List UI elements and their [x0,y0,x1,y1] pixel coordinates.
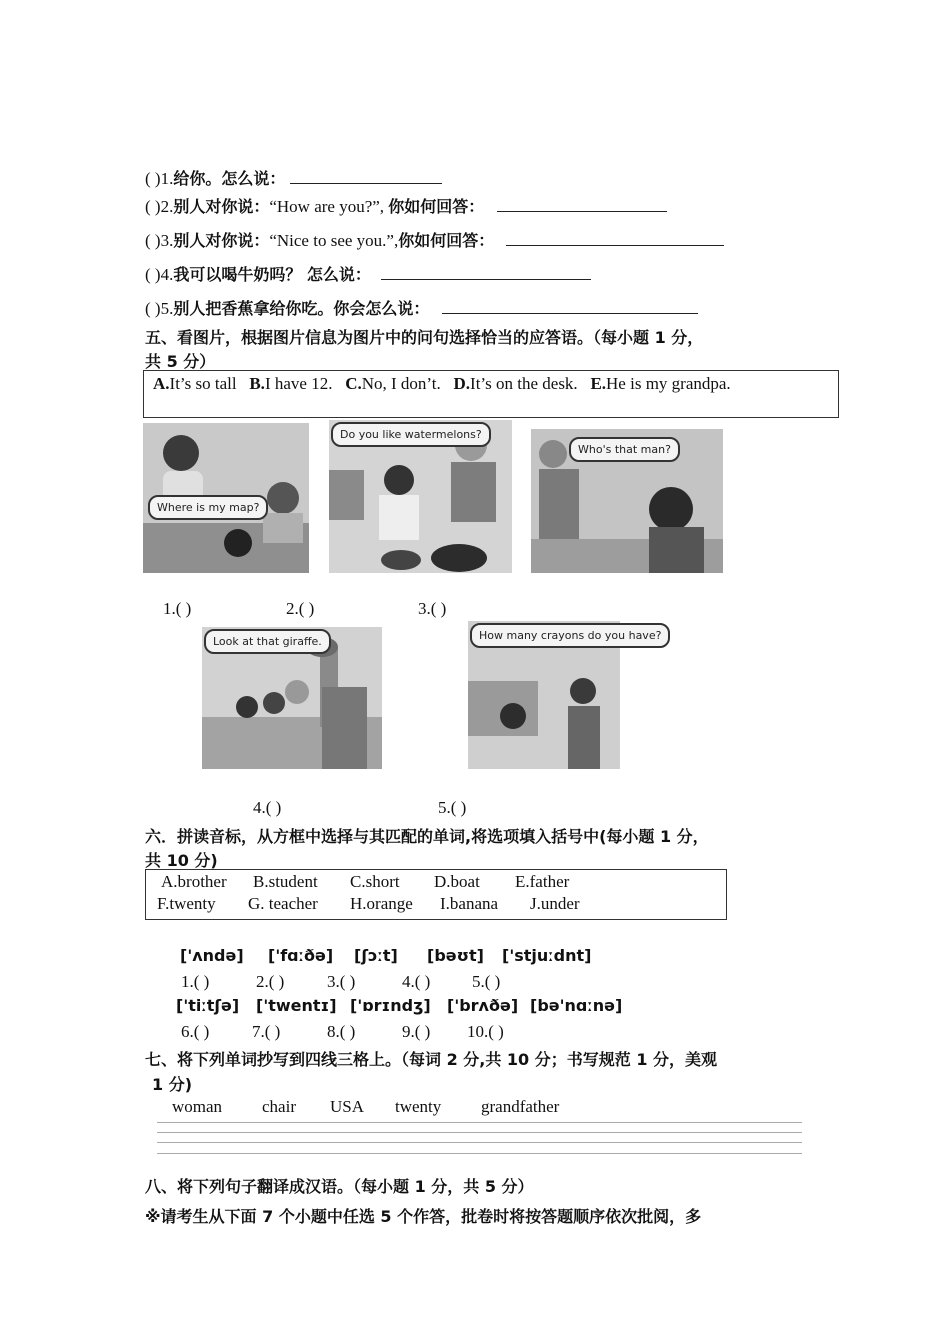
copy-word: twenty [395,1097,442,1116]
handwriting-line [157,1132,802,1133]
phonetic: ['stjuːdnt] [502,946,592,965]
handwriting-line [157,1142,802,1143]
speech-bubble: Do you like watermelons? [331,422,491,447]
phonetic: [ʃɔːt] [354,946,398,965]
word-box: A.brother B.student C.short D.boat E.father F.twenty G. teacher H.orange I.banana J.under [145,869,727,920]
answer-paren[interactable]: ( ) [145,169,161,188]
answer-paren[interactable]: ( ) [145,197,161,216]
picture-4-answer[interactable]: 4.( ) [253,798,282,817]
copy-word: woman [172,1097,223,1116]
phonetic: ['ʌndə] [180,946,244,965]
answer-paren[interactable]: ( ) [145,299,161,318]
speech-bubble: Who's that man? [569,437,680,462]
section8-title: 八、将下列句子翻译成汉语。（每小题 1 分，共 5 分） [145,1177,534,1196]
section7-title-cont: 1 分) [152,1075,193,1094]
phonetic: ['tiːtʃə] [176,996,240,1015]
answer-paren[interactable]: 9.( ) [402,1022,431,1041]
answer-blank[interactable] [497,197,667,212]
speech-bubble: Where is my map? [148,495,268,520]
picture-2 [329,420,512,573]
question-2: ( )2.别人对你说：“How are you?”, 你如何回答： [145,194,667,217]
phonetic: ['fɑːðə] [268,946,334,965]
answer-paren[interactable]: 5.( ) [472,972,501,991]
section5-title: 五、看图片，根据图片信息为图片中的问句选择恰当的应答语。（每小题 1 分， [145,328,704,347]
phonetic: [bə'nɑːnə] [530,996,623,1015]
section6-title: 六．拼读音标，从方框中选择与其匹配的单词,将选项填入括号中(每小题 1 分， [145,827,709,846]
section7-title: 七、将下列单词抄写到四线三格上。（每词 2 分,共 10 分；书写规范 1 分，美观 [145,1050,718,1069]
answer-blank[interactable] [290,169,442,184]
question-3: ( )3.别人对你说：“Nice to see you.”,你如何回答： [145,228,724,251]
answer-paren[interactable]: 10.( ) [467,1022,504,1041]
answer-paren[interactable]: 8.( ) [327,1022,356,1041]
picture-2-answer[interactable]: 2.( ) [286,599,315,618]
copy-word: chair [262,1097,296,1116]
question-4: ( )4.我可以喝牛奶吗？ 怎么说： [145,262,591,285]
answer-paren[interactable]: ( ) [145,265,161,284]
section8-note: ※请考生从下面 7 个小题中任选 5 个作答，批卷时将按答题顺序依次批阅，多 [145,1207,702,1226]
copy-word: grandfather [481,1097,560,1116]
answer-paren[interactable]: 4.( ) [402,972,431,991]
phonetic: [bəʊt] [427,946,484,965]
picture-5-answer[interactable]: 5.( ) [438,798,467,817]
picture-5 [468,621,662,769]
answer-blank[interactable] [381,265,591,280]
answer-paren[interactable]: ( ) [145,231,161,250]
picture-3 [531,429,723,573]
answer-paren[interactable]: 3.( ) [327,972,356,991]
picture-3-answer[interactable]: 3.( ) [418,599,447,618]
options-box [143,370,839,418]
handwriting-line [157,1153,802,1154]
question-1: ( )1.给你。怎么说： [145,166,442,189]
phonetic: ['twentɪ] [256,996,337,1015]
answer-paren[interactable]: 1.( ) [181,972,210,991]
section5-title-cont: 共 5 分） [145,352,216,371]
handwriting-line [157,1122,802,1123]
answer-paren[interactable]: 7.( ) [252,1022,281,1041]
answer-blank[interactable] [506,231,724,246]
copy-word: USA [330,1097,365,1116]
picture-4 [202,627,382,769]
answer-blank[interactable] [442,299,698,314]
speech-bubble: Look at that giraffe. [204,629,331,654]
answer-paren[interactable]: 2.( ) [256,972,285,991]
picture-1-answer[interactable]: 1.( ) [163,599,192,618]
answer-paren[interactable]: 6.( ) [181,1022,210,1041]
phonetic: ['ɒrɪndʒ] [350,996,431,1015]
speech-bubble: How many crayons do you have? [470,623,670,648]
options-row: A.It’s so tall B.I have 12. C.No, I don’t. D.It’s on the desk. E.He is my grandpa. [153,374,731,393]
picture-1 [143,423,309,573]
phonetic: ['brʌðə] [447,996,519,1015]
section6-title-cont: 共 10 分) [145,851,218,870]
question-5: ( )5.别人把香蕉拿给你吃。你会怎么说： [145,296,698,319]
